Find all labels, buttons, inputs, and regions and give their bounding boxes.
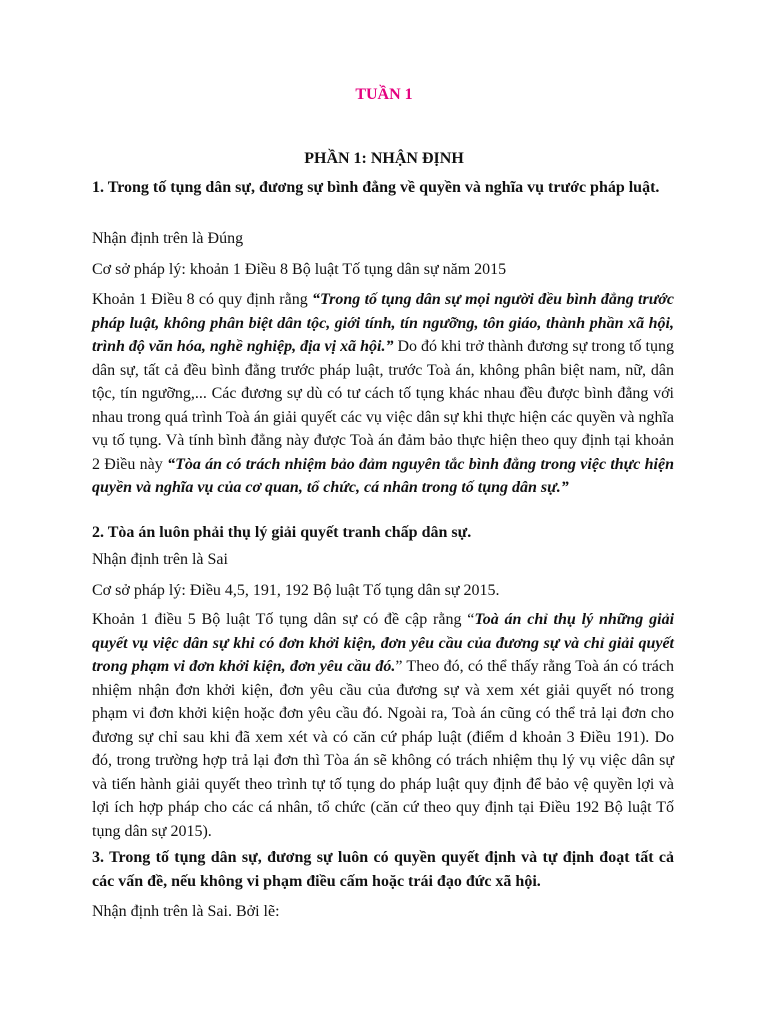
explanation-2-quote: Toà án chỉ thụ lý những giải quyết vụ việc dân sự khi có đơn khởi kiện, đơn yêu cầu của đương sự và chỉ giải quyết trong phạm vi đơn khởi kiện, đơn yêu cầu đó. (92, 611, 675, 675)
verdict-3: Nhận định trên là Sai. Bởi lẽ: (92, 903, 280, 920)
legal-basis-1: Cơ sở pháp lý: khoản 1 Điều 8 Bộ luật Tố tụng dân sự năm 2015 (92, 261, 507, 278)
explanation-1-quote-2: “Tòa án có trách nhiệm bảo đảm nguyên tắc bình đẳng trong việc thực hiện quyền và nghĩa vụ của cơ quan, tổ chức, cá nhân trong tố tụng dân sự.” (92, 455, 674, 496)
explanation-2-rest: ” Theo đó, có thể thấy rằng Toà án có trách nhiệm nhận đơn khởi kiện, đơn yêu cầu của đương sự và xem xét giải quyết nó trong phạm vi đơn khởi kiện hoặc đơn yêu cầu đó. Ngoài ra, Toà án cũng có thể trả lại đơn cho đương sự chỉ sau khi đã xem xét và có căn cứ pháp luật (điểm d khoản 3 Điều 191). Do đó, trong trường hợp trả lại đơn thì Tòa án sẽ không có trách nhiệm thụ lý vụ việc dân sự và tiến hành giải quyết theo trình tự tố tụng do pháp luật quy định để bảo vệ quyền lợi và lợi ích hợp pháp cho các cá nhân, tổ chức (căn cứ theo quy định tại Điều 192 Bộ luật Tố tụng dân sự 2015). (92, 658, 675, 840)
verdict-2: Nhận định trên là Sai (92, 551, 228, 568)
explanation-1-middle: Do đó khi trở thành đương sự trong tố tụng dân sự, tất cả đều bình đẳng trước pháp luật, trước Toà án, không phân biệt nam, nữ, dân tộc, tín ngưỡng,... Các đương sự dù có tư cách tố tụng khác nhau đều được bình đẳng với nhau trong quá trình Toà án giải quyết các vụ việc dân sự khi thực hiện các quyền và nghĩa vụ tố tụng. Và tính bình đẳng này được Toà án đảm bảo thực hiện theo quy định tại khoản 2 Điều này (92, 338, 674, 473)
part-title: PHẦN 1: NHẬN ĐỊNH (304, 150, 464, 167)
explanation-1-quote-1: “Trong tố tụng dân sự mọi người đều bình đẳng trước pháp luật, không phân biệt dân tộc, giới tính, tín ngưỡng, tôn giáo, thành phần xã hội, trình độ văn hóa, nghề nghiệp, địa vị xã hội.” (92, 291, 674, 355)
explanation-2-intro: Khoản 1 điều 5 Bộ luật Tố tụng dân sự có đề cập rằng “ (92, 611, 475, 628)
question-2: 2. Tòa án luôn phải thụ lý giải quyết tranh chấp dân sự. (92, 524, 472, 541)
explanation-1-intro: Khoản 1 Điều 8 có quy định rằng (92, 291, 312, 308)
legal-basis-2: Cơ sở pháp lý: Điều 4,5, 191, 192 Bộ luật Tố tụng dân sự 2015. (92, 582, 500, 599)
explanation-1 (92, 288, 674, 500)
question-1: 1. Trong tố tụng dân sự, đương sự bình đẳng về quyền và nghĩa vụ trước pháp luật. (92, 179, 660, 196)
week-title: TUẦN 1 (355, 86, 413, 103)
question-3: 3. Trong tố tụng dân sự, đương sự luôn có quyền quyết định và tự định đoạt tất cả các vấn đề, nếu không vi phạm điều cấm hoặc trái đạo đức xã hội. (92, 849, 674, 890)
verdict-1: Nhận định trên là Đúng (92, 230, 244, 247)
explanation-2 (92, 608, 674, 843)
